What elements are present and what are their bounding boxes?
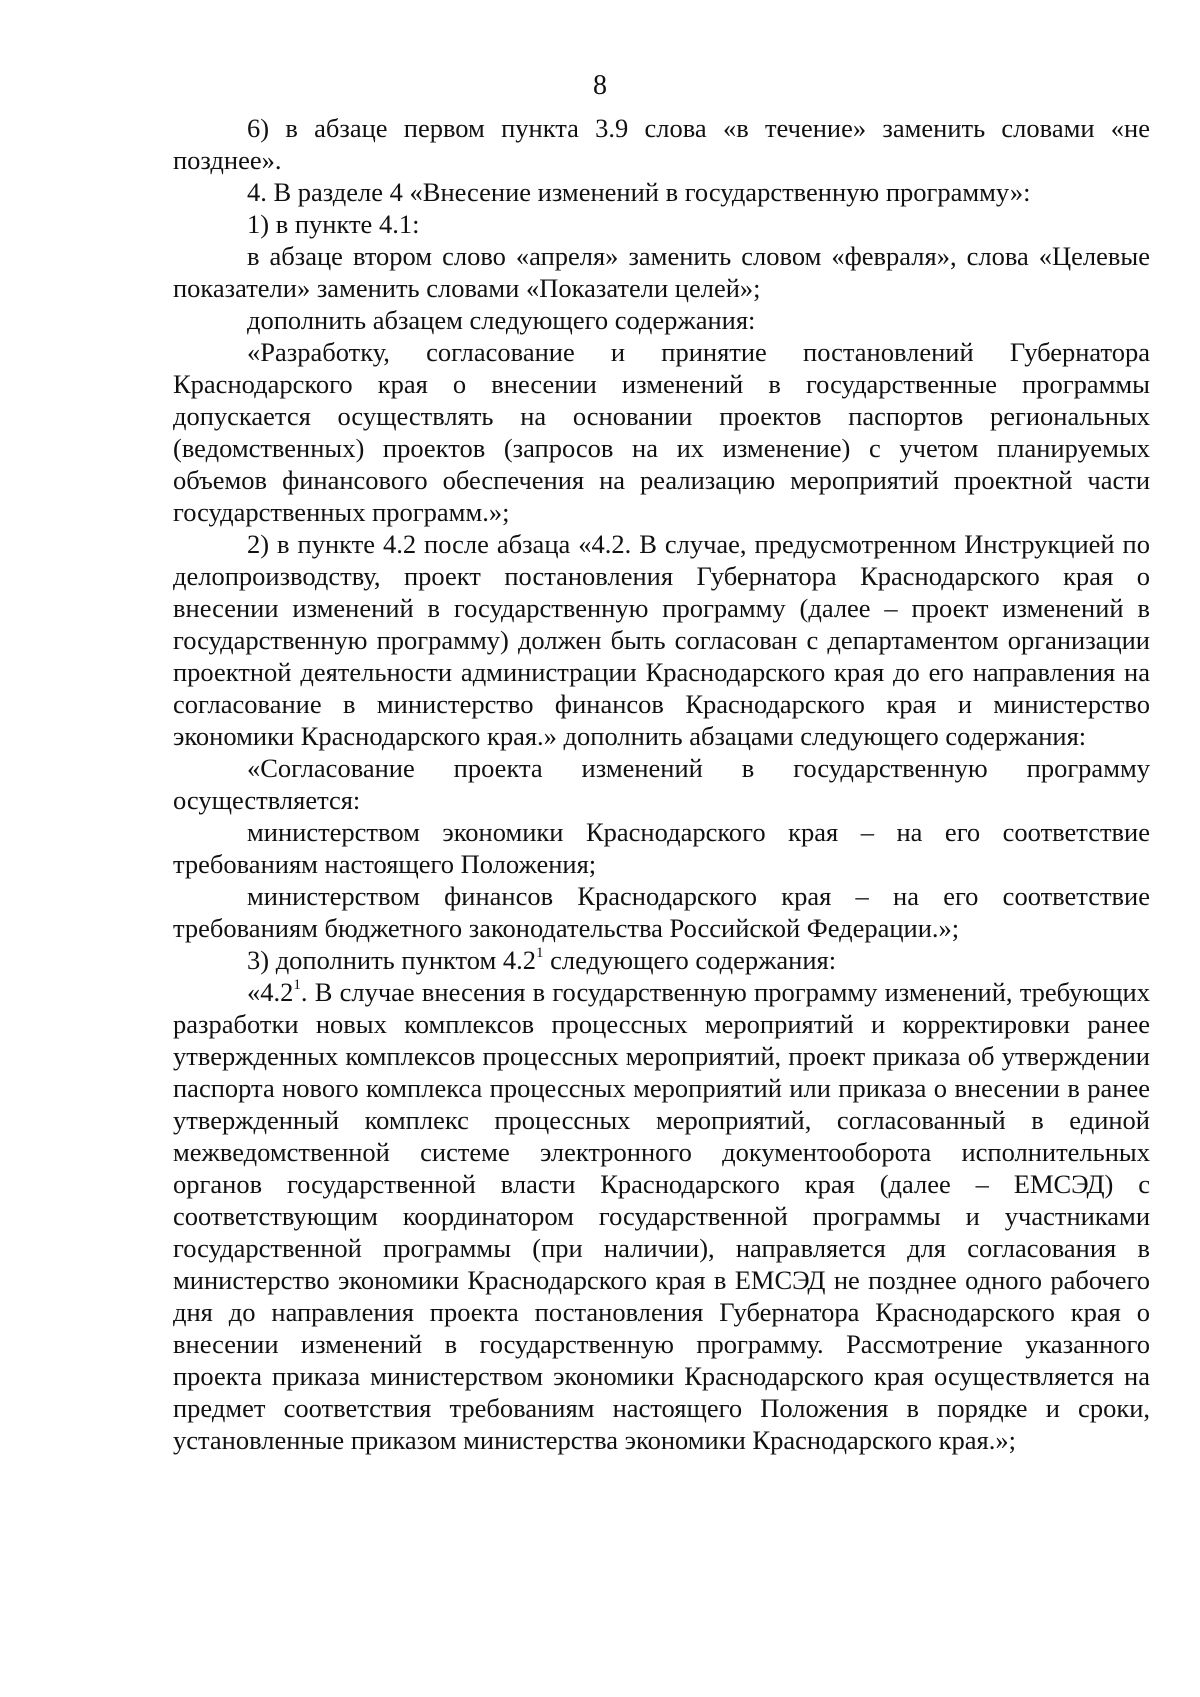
paragraph-item-2: 2) в пункте 4.2 после абзаца «4.2. В случае, предусмотренном Инструкцией по делопроизводству, проект постановления Губернатора Краснодарского края о внесении изменений в государственную программу (далее – проект изменений в государственную программу) должен быть согласован с департаментом организации проектной деятельности администрации Краснодарского края до его направления на согласование в министерство финансов Краснодарского края и министерство экономики Краснодарского края.» дополнить абзацами следующего содержания: [173,529,1150,751]
paragraph-approval-intro: «Согласование проекта изменений в государственную программу осуществляется: [173,753,1150,815]
paragraph-item-1: 1) в пункте 4.1: [247,209,420,239]
paragraph-ministry-economy: министерством экономики Краснодарского края – на его соответствие требованиям настоящего Положения; [173,817,1150,879]
paragraph-second-abzac: в абзаце втором слово «апреля» заменить словом «февраля», слова «Целевые показатели» заменить словами «Показатели целей»; [173,241,1150,303]
document-body [173,112,1150,1456]
page-number: 8 [593,70,607,101]
item-3-text: 3) дополнить пунктом 4.2 [247,945,537,975]
paragraph-ministry-finance: министерством финансов Краснодарского края – на его соответствие требованиям бюджетного законодательства Российской Федерации.»; [173,881,1150,943]
paragraph-point-4-2-1 [173,976,1150,1456]
paragraph-item-6: 6) в абзаце первом пункта 3.9 слова «в течение» заменить словами «не позднее». [173,113,1150,175]
paragraph-item-3 [173,944,1150,976]
point-4-2-1-text: . В случае внесения в государственную программу изменений, требующих разработки новых комплексов процессных мероприятий и корректировки ранее утвержденных комплексов процессных мероприятий, проект приказа об утверждении паспорта нового комплекса процессных мероприятий или приказа о внесении в ранее утвержденный комплекс процессных мероприятий, согласованный в единой межведомственной системе электронного документооборота исполнительных органов государственной власти Краснодарского края (далее – ЕМСЭД) с соответствующим координатором государственной программы и участниками государственной программы (при наличии), направляется для согласования в министерство экономики Краснодарского края в ЕМСЭД не позднее одного рабочего дня до направления проекта постановления Губернатора Краснодарского края о внесении изменений в государственную программу. Рассмотрение указанного проекта приказа министерством экономики Краснодарского края осуществляется на предмет соответствия требованиям настоящего Положения в порядке и сроки, установленные приказом министерства экономики Краснодарского края.»; [173,977,1150,1455]
point-4-2-1-superscript: 1 [293,977,301,994]
paragraph-section-4: 4. В разделе 4 «Внесение изменений в государственную программу»: [247,177,1031,207]
paragraph-add-abzac: дополнить абзацем следующего содержания: [247,305,756,335]
item-3-superscript: 1 [536,945,544,962]
point-4-2-1-number: «4.2 [247,977,294,1007]
paragraph-development-quote: «Разработку, согласование и принятие постановлений Губернатора Краснодарского края о внесении изменений в государственные программы допускается осуществлять на основании проектов паспортов региональных (ведомственных) проектов (запросов на их изменение) с учетом планируемых объемов финансового обеспечения на реализацию мероприятий проектной части государственных программ.»; [173,337,1150,527]
item-3-text-end: следующего содержания: [543,945,837,975]
